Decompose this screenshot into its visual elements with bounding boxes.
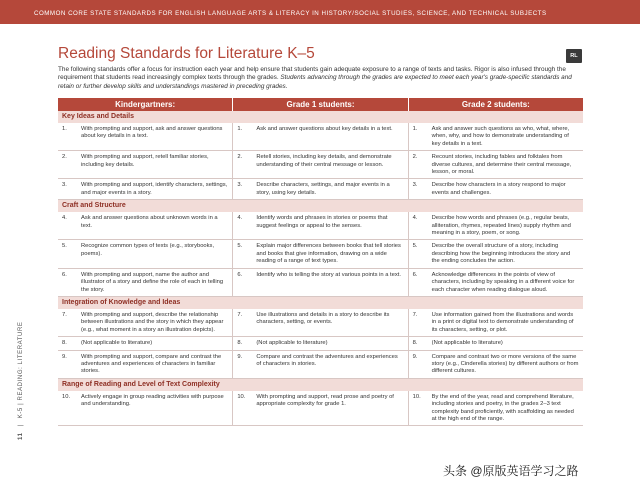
standard-cell: [232, 391, 407, 426]
table-row: [58, 309, 583, 337]
table-row: [58, 391, 583, 427]
standard-cell: [58, 240, 232, 267]
standard-number: 4.: [412, 215, 418, 222]
side-section-label: K-5 | READING: LITERATURE: [18, 321, 24, 419]
standard-text: (Not applicable to literature): [431, 340, 503, 347]
standard-number: 6.: [62, 271, 67, 278]
standard-cell: [408, 269, 583, 296]
standard-cell: [408, 151, 583, 178]
page-number: 11: [18, 432, 24, 440]
standard-text: With prompting and support, ask and answer questions about key details in a text.: [81, 126, 223, 140]
standard-text: With prompting and support, describe the relationship between illustrations and the story in which they appear (e.g., what moment in a story an illustration depicts).: [81, 311, 224, 333]
standard-number: 4.: [237, 215, 243, 222]
standard-cell: [232, 123, 407, 150]
standard-text: Identify words and phrases in stories or poems that suggest feelings or appeal to the senses.: [256, 215, 388, 229]
standard-number: 7.: [62, 311, 67, 318]
standard-text: Retell stories, including key details, and demonstrate understanding of their central message or lesson.: [256, 154, 392, 168]
standard-text: Ask and answer such questions as who, what, where, when, why, and how to demonstrate understanding of key details in a text.: [431, 126, 570, 147]
standard-text: (Not applicable to literature): [256, 340, 328, 347]
standard-text: With prompting and support, compare and contrast the adventures and experiences of characters in familiar stories.: [81, 353, 222, 375]
intro-text: The following standards offer a focus for instruction each year and help ensure that students gain adequate exposure to a range of texts and tasks. Rigor is also infused through the requirement that students read increasingly complex texts through the grades.: [58, 66, 566, 82]
standard-text: Use information gained from the illustrations and words in a print or digital text to demonstrate understanding of its characters, setting, or plot.: [431, 311, 574, 333]
standard-text: With prompting and support, name the author and illustrator of a story and define the role of each in telling the story.: [81, 271, 224, 293]
standard-number: 9.: [62, 353, 67, 360]
intro-italic-text: Students advancing through the grades are expected to meet each year's grade-specific standards and retain or further develop skills and understandings mastered in preceding grades.: [58, 74, 572, 90]
table-row: [58, 151, 583, 179]
standard-number: 9.: [412, 353, 418, 360]
standard-text: Describe how words and phrases (e.g., regular beats, alliteration, rhymes, repeated lines) supply rhythm and meaning in a story, poem, or song.: [431, 215, 571, 237]
standard-number: 10.: [412, 393, 421, 400]
watermark: 头条 @原版英语学习之路: [443, 464, 579, 478]
standard-number: 6.: [412, 271, 418, 278]
standard-number: 2.: [412, 154, 418, 161]
standard-number: 5.: [237, 243, 243, 250]
section-heading: Range of Reading and Level of Text Complexity: [58, 379, 583, 391]
standard-cell: [408, 309, 583, 336]
standards-table: [58, 98, 583, 426]
standard-number: 7.: [412, 311, 418, 318]
standard-text: Acknowledge differences in the points of view of characters, including by speaking in a different voice for each character when reading dialogue aloud.: [431, 271, 575, 293]
standard-number: 2.: [62, 154, 67, 161]
standard-number: 3.: [62, 182, 67, 189]
standard-cell: [232, 179, 407, 199]
standard-number: 10.: [237, 393, 246, 400]
table-row: [58, 212, 583, 240]
standard-number: 6.: [237, 271, 243, 278]
standard-cell: [58, 151, 232, 178]
standard-cell: [232, 351, 407, 378]
column-header-grade2: Grade 2 students:: [408, 98, 583, 111]
standard-text: Recount stories, including fables and folktales from diverse cultures, and determine their central message, lesson, or moral.: [431, 154, 572, 176]
standard-number: 9.: [237, 353, 243, 360]
standard-cell: [408, 240, 583, 267]
standard-number: 5.: [62, 243, 67, 250]
standard-cell: [232, 269, 407, 296]
standard-number: 8.: [412, 340, 418, 347]
standard-text: Ask and answer questions about unknown words in a text.: [81, 215, 218, 229]
standard-cell: [232, 240, 407, 267]
standard-number: 1.: [62, 126, 67, 132]
standard-cell: [408, 337, 583, 349]
standard-cell: [232, 151, 407, 178]
table-row: [58, 351, 583, 379]
standard-text: Use illustrations and details in a story to describe its characters, setting, or events.: [256, 311, 390, 326]
standard-text: Compare and contrast two or more versions of the same story (e.g., Cinderella stories) by different authors or from different cultures.: [431, 353, 579, 375]
standard-cell: [58, 351, 232, 378]
standard-text: With prompting and support, retell familiar stories, including key details.: [81, 154, 209, 168]
standard-cell: [58, 337, 232, 349]
standard-text: Compare and contrast the adventures and experiences of characters in stories.: [256, 353, 398, 367]
table-header: [58, 98, 583, 111]
header-banner: COMMON CORE STATE STANDARDS FOR ENGLISH LANGUAGE ARTS & LITERACY IN HISTORY/SOCIAL STUDIES, SCIENCE, AND TECHNICAL SUBJECTS: [0, 0, 640, 24]
standard-cell: [408, 123, 583, 150]
section-heading: Integration of Knowledge and Ideas: [58, 297, 583, 309]
standard-cell: [232, 212, 407, 239]
standard-text: Actively engage in group reading activities with purpose and understanding.: [81, 393, 224, 408]
standard-cell: [58, 179, 232, 199]
standard-cell: [408, 179, 583, 199]
standard-number: 1.: [412, 126, 418, 132]
standard-text: Recognize common types of texts (e.g., storybooks, poems).: [81, 243, 215, 257]
column-header-kindergarten: Kindergartners:: [115, 100, 176, 109]
standard-cell: [408, 212, 583, 239]
side-separator: |: [18, 424, 24, 427]
table-body: [58, 111, 583, 426]
table-row: [58, 240, 583, 268]
standard-number: 1.: [237, 126, 243, 132]
side-page-label: [18, 321, 24, 440]
standard-number: 5.: [412, 243, 418, 250]
standard-number: 8.: [237, 340, 243, 347]
standard-cell: [58, 123, 232, 150]
table-row: [58, 269, 583, 297]
standard-text: (Not applicable to literature): [81, 340, 153, 347]
standard-number: 3.: [237, 182, 243, 189]
section-heading: Craft and Structure: [58, 200, 583, 212]
table-row: [58, 179, 583, 200]
table-row: [58, 123, 583, 151]
standard-cell: [58, 309, 232, 336]
standard-number: 10.: [62, 393, 71, 400]
standard-text: Describe how characters in a story respond to major events and challenges.: [431, 182, 566, 196]
standard-text: With prompting and support, identify characters, settings, and major events in a story.: [81, 182, 228, 196]
strand-badge: RL: [566, 49, 582, 63]
standard-number: 4.: [62, 215, 67, 222]
standard-text: Identify who is telling the story at various points in a text.: [256, 271, 402, 278]
standard-cell: [408, 351, 583, 378]
page-title: Reading Standards for Literature K–5: [58, 45, 315, 62]
standard-number: 3.: [412, 182, 418, 189]
standard-cell: [232, 337, 407, 349]
standard-number: 2.: [237, 154, 243, 161]
standard-cell: [232, 309, 407, 336]
standard-cell: [408, 391, 583, 426]
intro-paragraph: [58, 66, 583, 91]
standard-text: Describe characters, settings, and major events in a story, using key details.: [256, 182, 390, 196]
standard-text: With prompting and support, read prose and poetry of appropriate complexity for grade 1.: [256, 393, 394, 408]
standard-cell: [58, 391, 232, 426]
table-row: [58, 337, 583, 350]
standard-text: By the end of the year, read and comprehend literature, including stories and poetry, in the grades 2–3 text complexity band proficiently, with scaffolding as needed at the high end of the range.: [431, 393, 574, 422]
standard-number: 8.: [62, 340, 67, 347]
section-heading: Key Ideas and Details: [58, 111, 583, 123]
column-header-grade1: Grade 1 students:: [232, 98, 407, 111]
standard-text: Ask and answer questions about key details in a text.: [256, 126, 393, 132]
standard-text: Describe the overall structure of a story, including describing how the beginning introduces the story and the ending concludes the action.: [431, 243, 571, 265]
standard-number: 7.: [237, 311, 243, 318]
standard-cell: [58, 269, 232, 296]
standard-text: Explain major differences between books that tell stories and books that give information, drawing on a wide reading of a range of text types.: [256, 243, 401, 265]
standard-cell: [58, 212, 232, 239]
